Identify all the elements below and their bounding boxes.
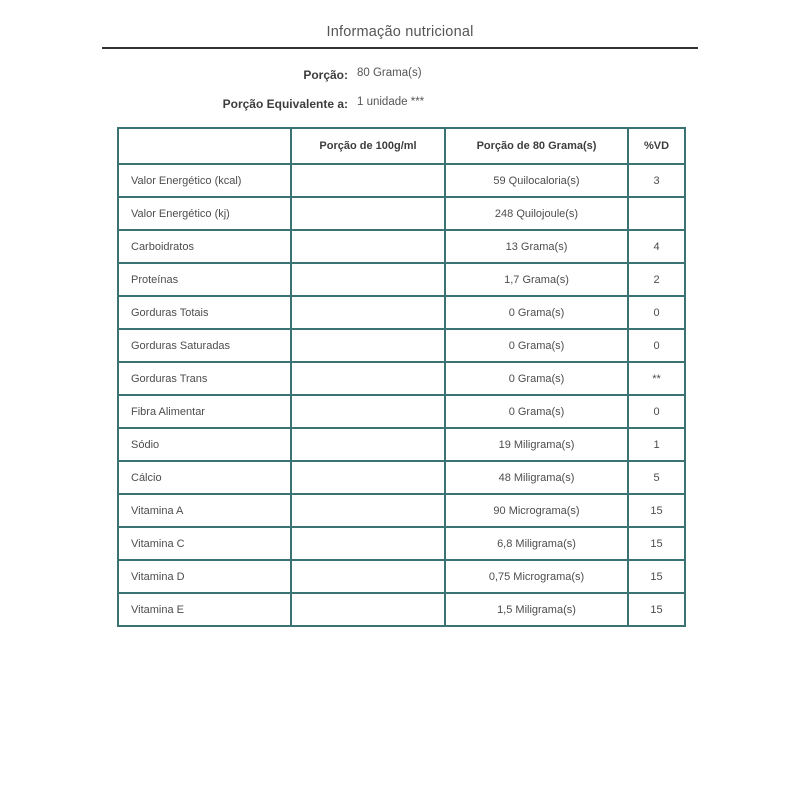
nutrient-name-cell: Fibra Alimentar [118, 395, 291, 428]
nutrient-name-cell: Vitamina A [118, 494, 291, 527]
table-row [118, 428, 685, 461]
title-divider [102, 47, 698, 49]
vd-cell: 0 [628, 395, 685, 428]
per-100-cell [291, 296, 445, 329]
nutrient-name-cell: Vitamina C [118, 527, 291, 560]
table-row [118, 527, 685, 560]
nutrient-name-cell: Sódio [118, 428, 291, 461]
vd-cell: 15 [628, 494, 685, 527]
portion-equivalent-value: 1 unidade *** [357, 96, 425, 108]
per-100-cell [291, 560, 445, 593]
nutrient-name-cell: Valor Energético (kj) [118, 197, 291, 230]
per-100-cell [291, 362, 445, 395]
per-portion-cell: 6,8 Miligrama(s) [445, 527, 628, 560]
per-100-cell [291, 164, 445, 197]
table-row [118, 164, 685, 197]
table-row [118, 560, 685, 593]
nutrient-name-cell: Cálcio [118, 461, 291, 494]
table-row [118, 263, 685, 296]
page-title: Informação nutricional [326, 24, 474, 40]
nutrient-name-cell: Gorduras Totais [118, 296, 291, 329]
per-portion-cell: 1,5 Miligrama(s) [445, 593, 628, 626]
vd-cell: 15 [628, 593, 685, 626]
per-100-cell [291, 428, 445, 461]
vd-cell: ** [628, 362, 685, 395]
table-row [118, 197, 685, 230]
vd-cell: 0 [628, 329, 685, 362]
table-row [118, 494, 685, 527]
vd-cell: 4 [628, 230, 685, 263]
nutrition-table [117, 127, 686, 627]
vd-cell: 3 [628, 164, 685, 197]
table-row [118, 230, 685, 263]
per-100-cell [291, 395, 445, 428]
vd-cell: 2 [628, 263, 685, 296]
vd-cell: 15 [628, 527, 685, 560]
per-portion-cell: 0 Grama(s) [445, 395, 628, 428]
per-portion-cell: 0,75 Micrograma(s) [445, 560, 628, 593]
vd-cell: 5 [628, 461, 685, 494]
per-100-cell [291, 329, 445, 362]
nutrient-name-cell: Proteínas [118, 263, 291, 296]
per-portion-cell: 13 Grama(s) [445, 230, 628, 263]
vd-cell: 15 [628, 560, 685, 593]
table-row [118, 362, 685, 395]
per-portion-cell: 1,7 Grama(s) [445, 263, 628, 296]
portion-value: 80 Grama(s) [357, 67, 422, 79]
per-portion-cell: 248 Quilojoule(s) [445, 197, 628, 230]
table-header-row [118, 128, 685, 164]
nutrient-name-cell: Gorduras Trans [118, 362, 291, 395]
per-portion-cell: 0 Grama(s) [445, 296, 628, 329]
nutrient-name-cell: Gorduras Saturadas [118, 329, 291, 362]
per-portion-cell: 48 Miligrama(s) [445, 461, 628, 494]
per-100-cell [291, 230, 445, 263]
nutrient-name-cell: Vitamina E [118, 593, 291, 626]
vd-cell [628, 197, 685, 230]
vd-cell: 0 [628, 296, 685, 329]
portion-equivalent-label: Porção Equivalente a: [222, 97, 348, 111]
table-row [118, 329, 685, 362]
table-row [118, 461, 685, 494]
per-portion-cell: 19 Miligrama(s) [445, 428, 628, 461]
table-header-empty [118, 128, 291, 164]
per-100-cell [291, 593, 445, 626]
per-portion-cell: 0 Grama(s) [445, 329, 628, 362]
per-100-cell [291, 197, 445, 230]
table-row [118, 296, 685, 329]
per-portion-cell: 59 Quilocaloria(s) [445, 164, 628, 197]
per-portion-cell: 90 Micrograma(s) [445, 494, 628, 527]
table-row [118, 593, 685, 626]
per-100-cell [291, 263, 445, 296]
per-100-cell [291, 527, 445, 560]
per-portion-cell: 0 Grama(s) [445, 362, 628, 395]
table-header-per-100: Porção de 100g/ml [291, 128, 445, 164]
per-100-cell [291, 461, 445, 494]
nutrient-name-cell: Vitamina D [118, 560, 291, 593]
table-header-per-portion: Porção de 80 Grama(s) [445, 128, 628, 164]
table-row [118, 395, 685, 428]
portion-label: Porção: [303, 68, 348, 82]
nutrient-name-cell: Valor Energético (kcal) [118, 164, 291, 197]
per-100-cell [291, 494, 445, 527]
vd-cell: 1 [628, 428, 685, 461]
table-header-vd: %VD [628, 128, 685, 164]
nutrient-name-cell: Carboidratos [118, 230, 291, 263]
